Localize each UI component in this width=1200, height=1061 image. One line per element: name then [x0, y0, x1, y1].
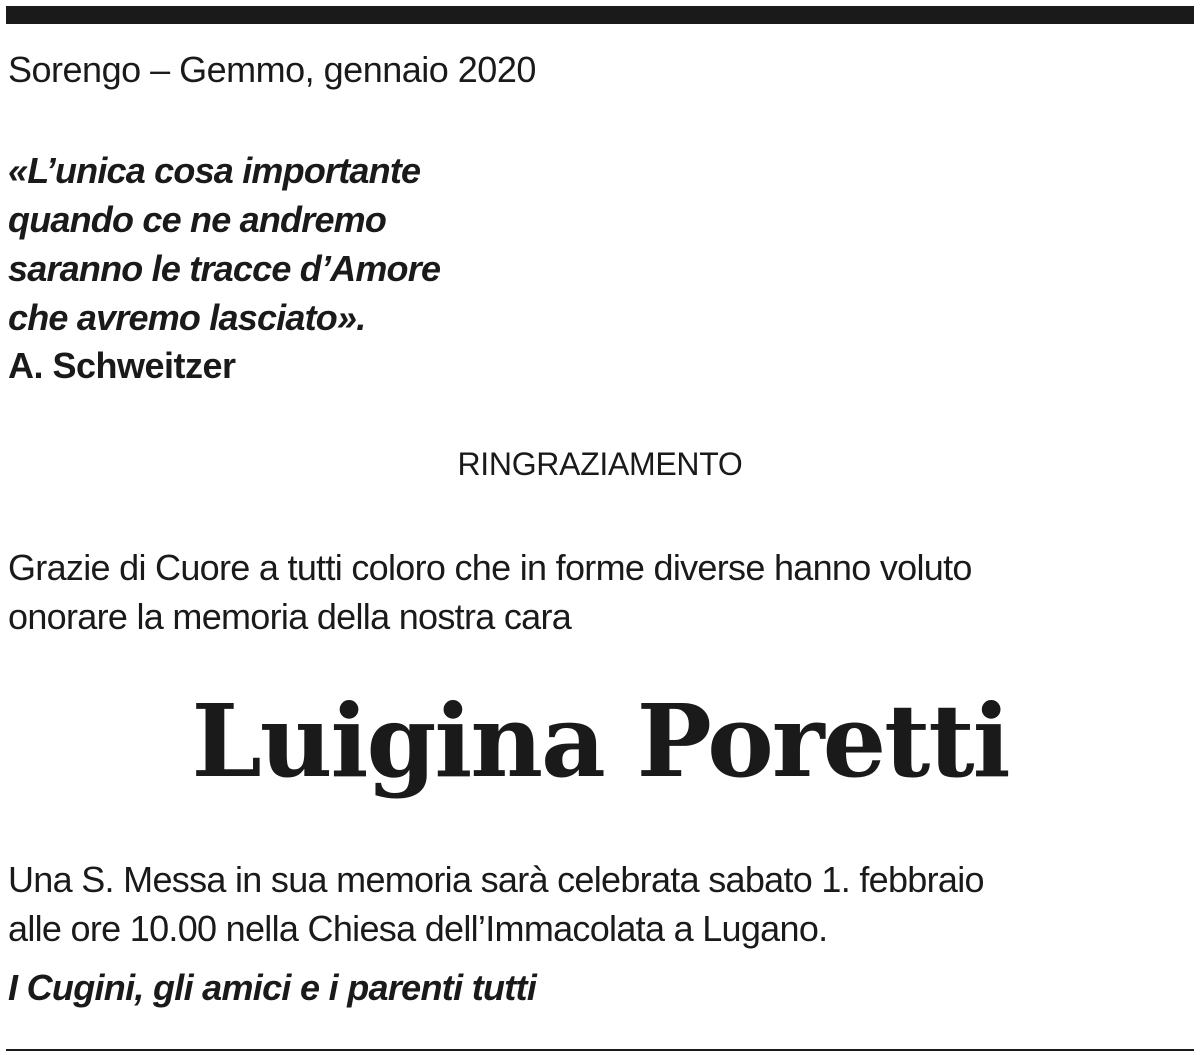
epigraph-quote: [8, 146, 440, 342]
place-date: Sorengo – Gemmo, gennaio 2020: [8, 49, 536, 90]
thanks-line: onorare la memoria della nostra cara: [8, 596, 572, 637]
mass-line: alle ore 10.00 nella Chiesa dell’Immacolata a Lugano.: [8, 908, 828, 949]
signature: I Cugini, gli amici e i parenti tutti: [8, 967, 537, 1008]
thanks-line: Grazie di Cuore a tutti coloro che in forme diverse hanno voluto: [8, 547, 972, 588]
notice-heading: RINGRAZIAMENTO: [457, 446, 743, 482]
deceased-name: Luigina Poretti: [191, 682, 1009, 800]
quote-line: che avremo lasciato».: [8, 297, 366, 338]
bottom-rule: [6, 1049, 1194, 1051]
quote-author: A. Schweitzer: [8, 345, 236, 386]
quote-line: «L’unica cosa importante: [8, 150, 421, 191]
top-rule: [6, 6, 1194, 24]
mass-line: Una S. Messa in sua memoria sarà celebrata sabato 1. febbraio: [8, 859, 984, 900]
quote-line: saranno le tracce d’Amore: [8, 248, 441, 289]
mass-paragraph: [8, 855, 984, 953]
quote-line: quando ce ne andremo: [8, 199, 387, 240]
thanks-paragraph: [8, 543, 972, 641]
